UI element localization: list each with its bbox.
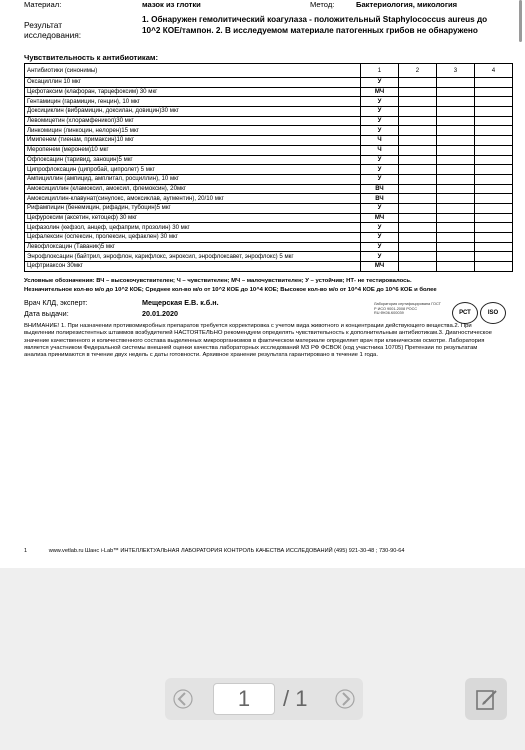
antibiotic-name: Цефалексин (оспексин, пролексин, цефаклен) 30 мкг	[25, 233, 361, 243]
empty-cell	[399, 194, 437, 204]
empty-cell	[399, 145, 437, 155]
antibiotic-name: Оксациллин 10 мкг	[25, 78, 361, 88]
antibiotic-name: Гентамицин (гарамицин, генцин), 10 мкг	[25, 97, 361, 107]
empty-cell	[475, 145, 513, 155]
total-pages: / 1	[283, 686, 308, 711]
antibiotic-name: Линкомицин (линкоцин, нелорен)15 мкг	[25, 126, 361, 136]
antibiotics-table	[24, 63, 513, 272]
empty-cell	[475, 107, 513, 117]
empty-cell	[475, 87, 513, 97]
empty-cell	[475, 165, 513, 175]
edit-document-icon	[465, 707, 507, 724]
empty-cell	[475, 203, 513, 213]
empty-cell	[437, 203, 475, 213]
doctor-label: Врач КЛД, эксперт:	[24, 298, 88, 307]
antibiotic-name: Энрофлоксацин (байтрил, энрофлон, карифлокс, энроксил, энрофлоксавет, энрофлокс) 5 мкг	[25, 252, 361, 262]
material-value: мазок из глотки	[142, 0, 201, 9]
sensitivity-value: Ч	[361, 145, 399, 155]
antibiotic-name: Офлоксацин (таривид, заноцин)5 мкг	[25, 155, 361, 165]
sensitivity-value: У	[361, 165, 399, 175]
sensitivity-value: МЧ	[361, 262, 399, 272]
sensitivity-value: У	[361, 242, 399, 252]
table-row	[25, 184, 513, 194]
table-row	[25, 107, 513, 117]
empty-cell	[437, 78, 475, 88]
sensitivity-value: ВЧ	[361, 184, 399, 194]
empty-cell	[475, 78, 513, 88]
empty-cell	[437, 262, 475, 272]
empty-cell	[437, 126, 475, 136]
sensitivity-value: У	[361, 233, 399, 243]
sensitivity-value: У	[361, 203, 399, 213]
table-row	[25, 174, 513, 184]
empty-cell	[475, 194, 513, 204]
scrollbar[interactable]	[519, 0, 522, 42]
legend-line-2: Незначительное кол-во м/о до 10^2 КОЕ; Среднее кол-во м/о от 10^2 КОЕ до 10^4 КОЕ; Высокое кол-во м/о от 10^4 КОЕ до 10^6 КОЕ и более	[24, 286, 437, 293]
iso-logo: ISO	[480, 302, 506, 324]
antibiotic-name: Ампициллин (ампицид, амплитал, росциллин), 10 мкг	[25, 174, 361, 184]
previous-page-button[interactable]	[173, 687, 193, 716]
sensitivity-value: У	[361, 126, 399, 136]
certification-text: Лаборатория сертифицирована ГОСТ Р ИСО 9001-2008 РОСС RU.ФК06.К00039	[374, 302, 441, 316]
empty-cell	[475, 184, 513, 194]
legend-line-1: Условные обозначения: ВЧ – высокочувствителен; Ч – чувствителен; МЧ – малочувствителен; У – устойчив; НТ- не тестировалось.	[24, 278, 412, 284]
next-page-button[interactable]	[335, 687, 355, 716]
method-value: Бактериология, микология	[356, 0, 458, 9]
table-header-row	[25, 64, 513, 78]
chevron-right-icon	[335, 690, 355, 717]
empty-cell	[399, 136, 437, 146]
antibiotic-name: Цефазолин (кефзол, анцеф, цефаприм, прозолин) 30 мкг	[25, 223, 361, 233]
method-label: Метод:	[310, 0, 335, 9]
antibiotic-name: Амоксициллин-клавунат(синулокс, амоксиклав, аугментин), 20/10 мкг	[25, 194, 361, 204]
sensitivity-value: МЧ	[361, 87, 399, 97]
empty-cell	[437, 233, 475, 243]
table-row	[25, 262, 513, 272]
footer-text: www.vetlab.ru Шанс i-Lab™ ИНТЕЛЛЕКТУАЛЬНАЯ ЛАБОРАТОРИЯ КОНТРОЛЬ КАЧЕСТВА ИССЛЕДОВАНИЙ (495) 921-30-48 ; 730-90-64	[48, 548, 405, 554]
result-label-line2: исследования:	[24, 30, 82, 40]
empty-cell	[475, 136, 513, 146]
sensitivity-value: У	[361, 107, 399, 117]
empty-cell	[475, 213, 513, 223]
table-row	[25, 155, 513, 165]
empty-cell	[399, 107, 437, 117]
result-label	[24, 20, 81, 40]
sensitivity-value: ВЧ	[361, 194, 399, 204]
empty-cell	[399, 116, 437, 126]
empty-cell	[437, 223, 475, 233]
antibiotic-name: Доксициклин (вибрамицин, доксилан, довицин)30 мкг	[25, 107, 361, 117]
result-label-line1: Результат	[24, 20, 63, 30]
material-label: Материал:	[24, 0, 62, 9]
sensitivity-value: У	[361, 223, 399, 233]
empty-cell	[475, 223, 513, 233]
antibiotic-name: Левофлоксацин (Таваник)5 мкг	[25, 242, 361, 252]
antibiotic-name: Цефтриаксон 30мкг	[25, 262, 361, 272]
date-label: Дата выдачи:	[24, 309, 69, 318]
table-row	[25, 213, 513, 223]
footer-page-number: 1	[24, 548, 28, 554]
empty-cell	[475, 242, 513, 252]
sensitivity-value: У	[361, 252, 399, 262]
page-footer	[24, 548, 404, 554]
antibiotic-name: Амоксициллин (кламоксил, амоксил, флемоксин), 20мкг	[25, 184, 361, 194]
table-row	[25, 242, 513, 252]
table-row	[25, 97, 513, 107]
date-value: 20.01.2020	[142, 309, 178, 318]
empty-cell	[437, 194, 475, 204]
table-row	[25, 233, 513, 243]
empty-cell	[437, 136, 475, 146]
empty-cell	[437, 97, 475, 107]
column-header-2: 2	[399, 64, 437, 78]
sensitivity-value: У	[361, 116, 399, 126]
empty-cell	[475, 233, 513, 243]
antibiotic-name: Ципрофлоксацин (ципробай, ципролет) 5 мкг	[25, 165, 361, 175]
table-row	[25, 126, 513, 136]
page-navigation	[165, 678, 363, 720]
empty-cell	[437, 252, 475, 262]
current-page-input[interactable]: 1	[213, 683, 275, 715]
edit-document-button[interactable]	[465, 678, 507, 720]
empty-cell	[399, 203, 437, 213]
table-row	[25, 145, 513, 155]
empty-cell	[437, 107, 475, 117]
empty-cell	[475, 116, 513, 126]
column-header-1: 1	[361, 64, 399, 78]
empty-cell	[399, 78, 437, 88]
sensitivity-value: Ч	[361, 136, 399, 146]
empty-cell	[399, 184, 437, 194]
table-row	[25, 116, 513, 126]
empty-cell	[399, 233, 437, 243]
table-row	[25, 136, 513, 146]
empty-cell	[399, 155, 437, 165]
empty-cell	[475, 262, 513, 272]
empty-cell	[399, 262, 437, 272]
empty-cell	[437, 116, 475, 126]
empty-cell	[475, 174, 513, 184]
antibiotic-name: Имипенем (тиенам, примаксин)10 мкг	[25, 136, 361, 146]
sensitivity-value: У	[361, 174, 399, 184]
empty-cell	[475, 252, 513, 262]
empty-cell	[399, 242, 437, 252]
chevron-left-icon	[173, 690, 193, 717]
sensitivity-value: У	[361, 155, 399, 165]
notes-text: ВНИМАНИЕ! 1. При назначении противомикробных препаратов требуется корректировка с учетом вида животного и концентрации действующего вещества.2. При выделении полирезистентных штаммов возбудителей НАСТОЯТЕЛЬНО рекомендуем определять чувствительность к дополнительным антибиотикам.3. Диагностическое значение качественного и количественного состава выделенных микроорганизмов в фактическом материале определяет врач при клиническом осмотре. Лаборатория является участником Федеральной системы внешней оценки качества лабораторных исследований МЗ РФ ФСВОК (код участника 10705) Претензии по результатам анализа принимаются в течение двух недель с даты готовности. Архивное хранение результата гарантировано в течение 1 года.	[24, 323, 492, 359]
empty-cell	[475, 155, 513, 165]
empty-cell	[399, 126, 437, 136]
empty-cell	[399, 87, 437, 97]
column-header-3: 3	[437, 64, 475, 78]
empty-cell	[437, 165, 475, 175]
table-row	[25, 165, 513, 175]
doctor-name: Мещерская Е.В. к.б.н.	[142, 298, 219, 307]
antibiotic-name: Рифампицин (бенемицин, рифадин, тубоцин)5 мкг	[25, 203, 361, 213]
empty-cell	[437, 155, 475, 165]
empty-cell	[475, 97, 513, 107]
column-header-4: 4	[475, 64, 513, 78]
antibiotic-name: Левомицетин (хлорамфеникол)30 мкг	[25, 116, 361, 126]
empty-cell	[437, 145, 475, 155]
empty-cell	[475, 126, 513, 136]
empty-cell	[437, 242, 475, 252]
table-row	[25, 194, 513, 204]
legend	[24, 277, 494, 294]
empty-cell	[399, 97, 437, 107]
sensitivity-value: МЧ	[361, 213, 399, 223]
sensitivity-value: У	[361, 97, 399, 107]
sensitivity-title: Чувствительность к антибиотикам:	[24, 53, 159, 62]
empty-cell	[437, 213, 475, 223]
table-row	[25, 78, 513, 88]
empty-cell	[399, 252, 437, 262]
table-row	[25, 87, 513, 97]
sensitivity-value: У	[361, 78, 399, 88]
result-text: 1. Обнаружен гемолитический коагулаза - положительный Staphylococcus aureus до 10^2 КОЕ/тампон. 2. В исследуемом материале патогенных грибов не обнаружено	[142, 15, 488, 35]
empty-cell	[399, 213, 437, 223]
antibiotic-name: Цефотаксим (клафоран, тарцефоксим) 30 мкг	[25, 87, 361, 97]
table-row	[25, 252, 513, 262]
column-header-name: Антибиотики (синонимы)	[25, 64, 361, 78]
empty-cell	[437, 87, 475, 97]
antibiotic-name: Цефуроксим (аксетин, кетоцеф) 30 мкг	[25, 213, 361, 223]
table-row	[25, 203, 513, 213]
empty-cell	[399, 165, 437, 175]
pst-logo: РСТ	[452, 302, 478, 324]
empty-cell	[399, 174, 437, 184]
empty-cell	[437, 184, 475, 194]
antibiotic-name: Меропенем (меронем)10 мкг	[25, 145, 361, 155]
empty-cell	[437, 174, 475, 184]
table-row	[25, 223, 513, 233]
empty-cell	[399, 223, 437, 233]
